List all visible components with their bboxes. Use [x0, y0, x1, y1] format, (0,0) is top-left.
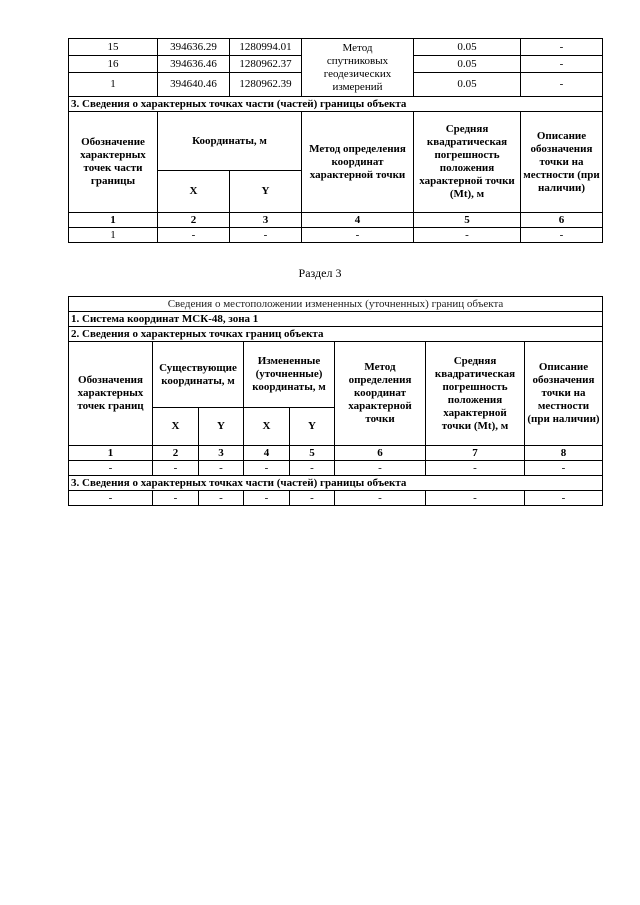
col-number: 7 — [426, 446, 525, 461]
mt-value: 0.05 — [414, 73, 521, 97]
col-number: 5 — [414, 213, 521, 228]
header-desc: Описание обозначения точки на местности (при наличии) — [521, 112, 603, 213]
cell: - — [414, 228, 521, 243]
section3-title: 3. Сведения о характерных точках части (частей) границы объекта — [69, 476, 603, 491]
points-table-1 — [68, 38, 603, 243]
table-row — [69, 228, 603, 243]
coord-x: 394640.46 — [158, 73, 230, 97]
header-method: Метод определения координат характерной точки — [335, 342, 426, 446]
cell: - — [302, 228, 414, 243]
column-numbers-row — [69, 446, 603, 461]
desc-value: - — [521, 73, 603, 97]
coord-x: 394636.29 — [158, 39, 230, 56]
header-x: X — [158, 171, 230, 213]
cell: - — [426, 491, 525, 506]
cell: - — [199, 461, 244, 476]
table-row — [69, 39, 603, 56]
cell: - — [69, 461, 153, 476]
header-changed: Измененные (уточненные) координаты, м — [244, 342, 335, 408]
header-mt: Средняя квадратическая погрешность положения характерной точки (Mt), м — [426, 342, 525, 446]
cell: - — [290, 461, 335, 476]
section2-title: 2. Сведения о характерных точках границ объекта — [69, 327, 603, 342]
header-designation: Обозначения характерных точек границ — [69, 342, 153, 446]
cell: - — [290, 491, 335, 506]
header-mt: Средняя квадратическая погрешность положения характерной точки (Mt), м — [414, 112, 521, 213]
cell: - — [426, 461, 525, 476]
cell: - — [244, 491, 290, 506]
table-row — [69, 461, 603, 476]
cell: - — [525, 491, 603, 506]
header-coords: Координаты, м — [158, 112, 302, 171]
mt-value: 0.05 — [414, 56, 521, 73]
header-desc: Описание обозначения точки на местности (при наличии) — [525, 342, 603, 446]
col-number: 1 — [69, 446, 153, 461]
cell: - — [335, 461, 426, 476]
cell: - — [153, 491, 199, 506]
section-heading: Раздел 3 — [298, 266, 342, 280]
header-designation: Обозначение характерных точек части границы — [69, 112, 158, 213]
col-number: 1 — [69, 213, 158, 228]
cell: - — [199, 491, 244, 506]
method-line: спутниковых — [326, 54, 389, 67]
coord-system: 1. Система координат МСК-48, зона 1 — [69, 312, 603, 327]
header-existing: Существующие координаты, м — [153, 342, 244, 408]
col-number: 5 — [290, 446, 335, 461]
cell: - — [335, 491, 426, 506]
col-number: 6 — [521, 213, 603, 228]
method-line: геодезических — [323, 67, 392, 80]
method-line: Метод — [342, 41, 373, 54]
coord-y: 1280962.37 — [230, 56, 302, 73]
col-number: 3 — [230, 213, 302, 228]
cell: - — [244, 461, 290, 476]
desc-value: - — [521, 39, 603, 56]
coord-y: 1280962.39 — [230, 73, 302, 97]
col-number: 2 — [153, 446, 199, 461]
col-number: 4 — [244, 446, 290, 461]
col-number: 8 — [525, 446, 603, 461]
col-number: 2 — [158, 213, 230, 228]
header-y: Y — [230, 171, 302, 213]
table-row — [69, 491, 603, 506]
coord-x: 394636.46 — [158, 56, 230, 73]
cell: - — [230, 228, 302, 243]
method-cell — [302, 39, 414, 97]
header-method: Метод определения координат характерной точки — [302, 112, 414, 213]
header-y: Y — [290, 408, 335, 446]
coord-y: 1280994.01 — [230, 39, 302, 56]
desc-value: - — [521, 56, 603, 73]
cell: - — [153, 461, 199, 476]
points-table-2 — [68, 296, 603, 506]
point-number: 16 — [69, 56, 158, 73]
mt-value: 0.05 — [414, 39, 521, 56]
header-y: Y — [199, 408, 244, 446]
col-number: 3 — [199, 446, 244, 461]
cell: - — [69, 491, 153, 506]
cell: - — [158, 228, 230, 243]
section3-title: 3. Сведения о характерных точках части (частей) границы объекта — [69, 97, 603, 112]
point-number: 1 — [69, 73, 158, 97]
method-line: измерений — [332, 80, 383, 93]
cell: - — [521, 228, 603, 243]
header-x: X — [244, 408, 290, 446]
column-numbers-row — [69, 213, 603, 228]
header-x: X — [153, 408, 199, 446]
table-title: Сведения о местоположении измененных (уточненных) границ объекта — [69, 297, 603, 312]
col-number: 4 — [302, 213, 414, 228]
cell: - — [525, 461, 603, 476]
cell: 1 — [69, 228, 158, 243]
col-number: 6 — [335, 446, 426, 461]
point-number: 15 — [69, 39, 158, 56]
